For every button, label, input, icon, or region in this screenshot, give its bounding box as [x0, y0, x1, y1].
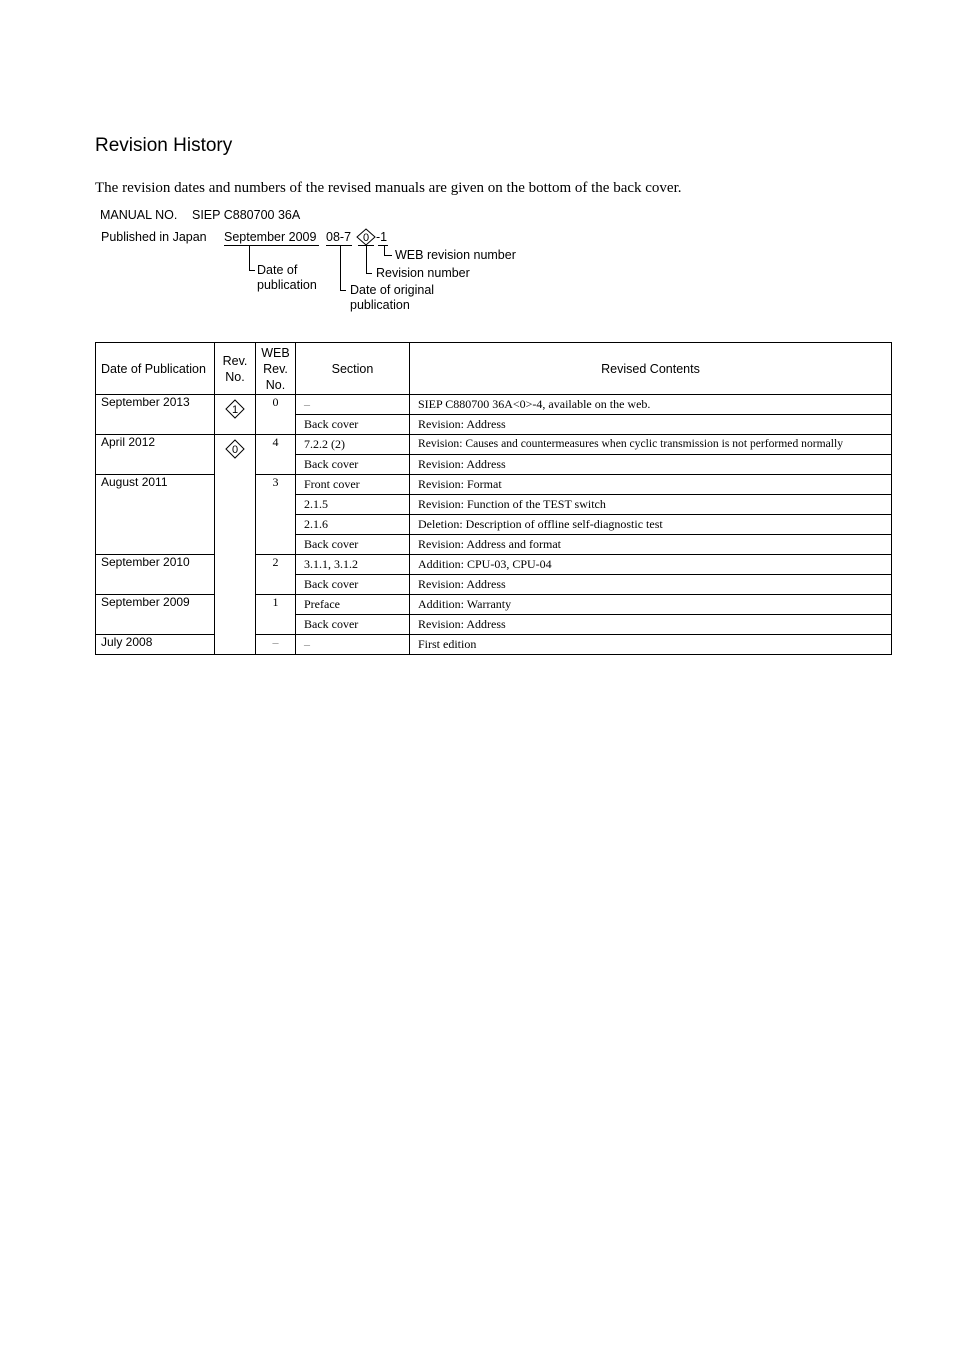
- table-header-row: [96, 343, 892, 395]
- date-cell: September 2009: [96, 595, 215, 635]
- revision-table: [95, 342, 892, 655]
- section-cell: 3.1.1, 3.1.2: [296, 555, 410, 575]
- date-cell: September 2013: [96, 395, 215, 435]
- contents-cell: Revision: Function of the TEST switch: [410, 495, 892, 515]
- rev-diamond-icon: [225, 399, 245, 419]
- web-rev-cell: 3: [256, 475, 296, 555]
- svg-text:0: 0: [231, 444, 239, 456]
- header-web-rev: WEB Rev. No.: [256, 343, 296, 395]
- section-cell: 2.1.5: [296, 495, 410, 515]
- section-cell: 2.1.6: [296, 515, 410, 535]
- web-rev-cell: 1: [256, 595, 296, 635]
- section-cell: –: [296, 635, 410, 655]
- section-cell: Back cover: [296, 615, 410, 635]
- date-pub-label-2: publication: [257, 278, 317, 292]
- header-date: Date of Publication: [96, 343, 215, 395]
- section-cell: Back cover: [296, 415, 410, 435]
- web-rev-label: WEB revision number: [395, 248, 516, 262]
- published-label: Published in Japan: [101, 230, 207, 244]
- section-cell: Back cover: [296, 535, 410, 555]
- svg-text:1: 1: [231, 404, 239, 416]
- section-cell: Back cover: [296, 455, 410, 475]
- rev-number-label: Revision number: [376, 266, 470, 280]
- contents-cell: Revision: Address: [410, 575, 892, 595]
- original-code: 08-7: [326, 230, 352, 244]
- rev-cell: [215, 435, 256, 655]
- publication-date: September 2009: [224, 230, 317, 244]
- rev-cell: [215, 395, 256, 435]
- rev-diamond-icon: [225, 439, 245, 459]
- contents-cell: Revision: Address: [410, 415, 892, 435]
- table-row: [96, 435, 892, 455]
- intro-text: The revision dates and numbers of the revised manuals are given on the bottom of the back cover.: [95, 180, 682, 196]
- date-pub-label-1: Date of: [257, 263, 298, 277]
- web-rev-cell: 0: [256, 395, 296, 435]
- contents-cell: Addition: Warranty: [410, 595, 892, 615]
- date-cell: April 2012: [96, 435, 215, 475]
- contents-cell: Revision: Address: [410, 615, 892, 635]
- section-cell: –: [296, 395, 410, 415]
- header-section: Section: [296, 343, 410, 395]
- date-orig-label-2: publication: [350, 298, 410, 312]
- header-rev: Rev. No.: [215, 343, 256, 395]
- contents-cell: Revision: Address: [410, 455, 892, 475]
- manual-no-label: MANUAL NO.: [100, 208, 178, 222]
- section-cell: Preface: [296, 595, 410, 615]
- contents-cell: Revision: Format: [410, 475, 892, 495]
- web-rev-cell: 2: [256, 555, 296, 595]
- header-contents: Revised Contents: [410, 343, 892, 395]
- web-rev-cell: 4: [256, 435, 296, 475]
- contents-cell: Addition: CPU-03, CPU-04: [410, 555, 892, 575]
- section-cell: Front cover: [296, 475, 410, 495]
- table-row: [96, 395, 892, 415]
- date-cell: September 2010: [96, 555, 215, 595]
- date-cell: August 2011: [96, 475, 215, 555]
- section-cell: Back cover: [296, 575, 410, 595]
- contents-cell: First edition: [410, 635, 892, 655]
- section-cell: 7.2.2 (2): [296, 435, 410, 455]
- svg-text:0: 0: [362, 232, 370, 244]
- web-suffix: -1: [376, 230, 388, 244]
- manual-no-value: SIEP C880700 36A: [192, 208, 301, 222]
- date-orig-label-1: Date of original: [350, 283, 435, 297]
- web-rev-cell: –: [256, 635, 296, 655]
- contents-cell: Revision: Address and format: [410, 535, 892, 555]
- contents-cell: SIEP C880700 36A<0>-4, available on the web.: [410, 395, 892, 415]
- contents-cell: Deletion: Description of offline self-diagnostic test: [410, 515, 892, 535]
- page-title: Revision History: [95, 135, 233, 156]
- date-cell: July 2008: [96, 635, 215, 655]
- contents-cell: Revision: Causes and countermeasures when cyclic transmission is not performed normally: [410, 435, 892, 455]
